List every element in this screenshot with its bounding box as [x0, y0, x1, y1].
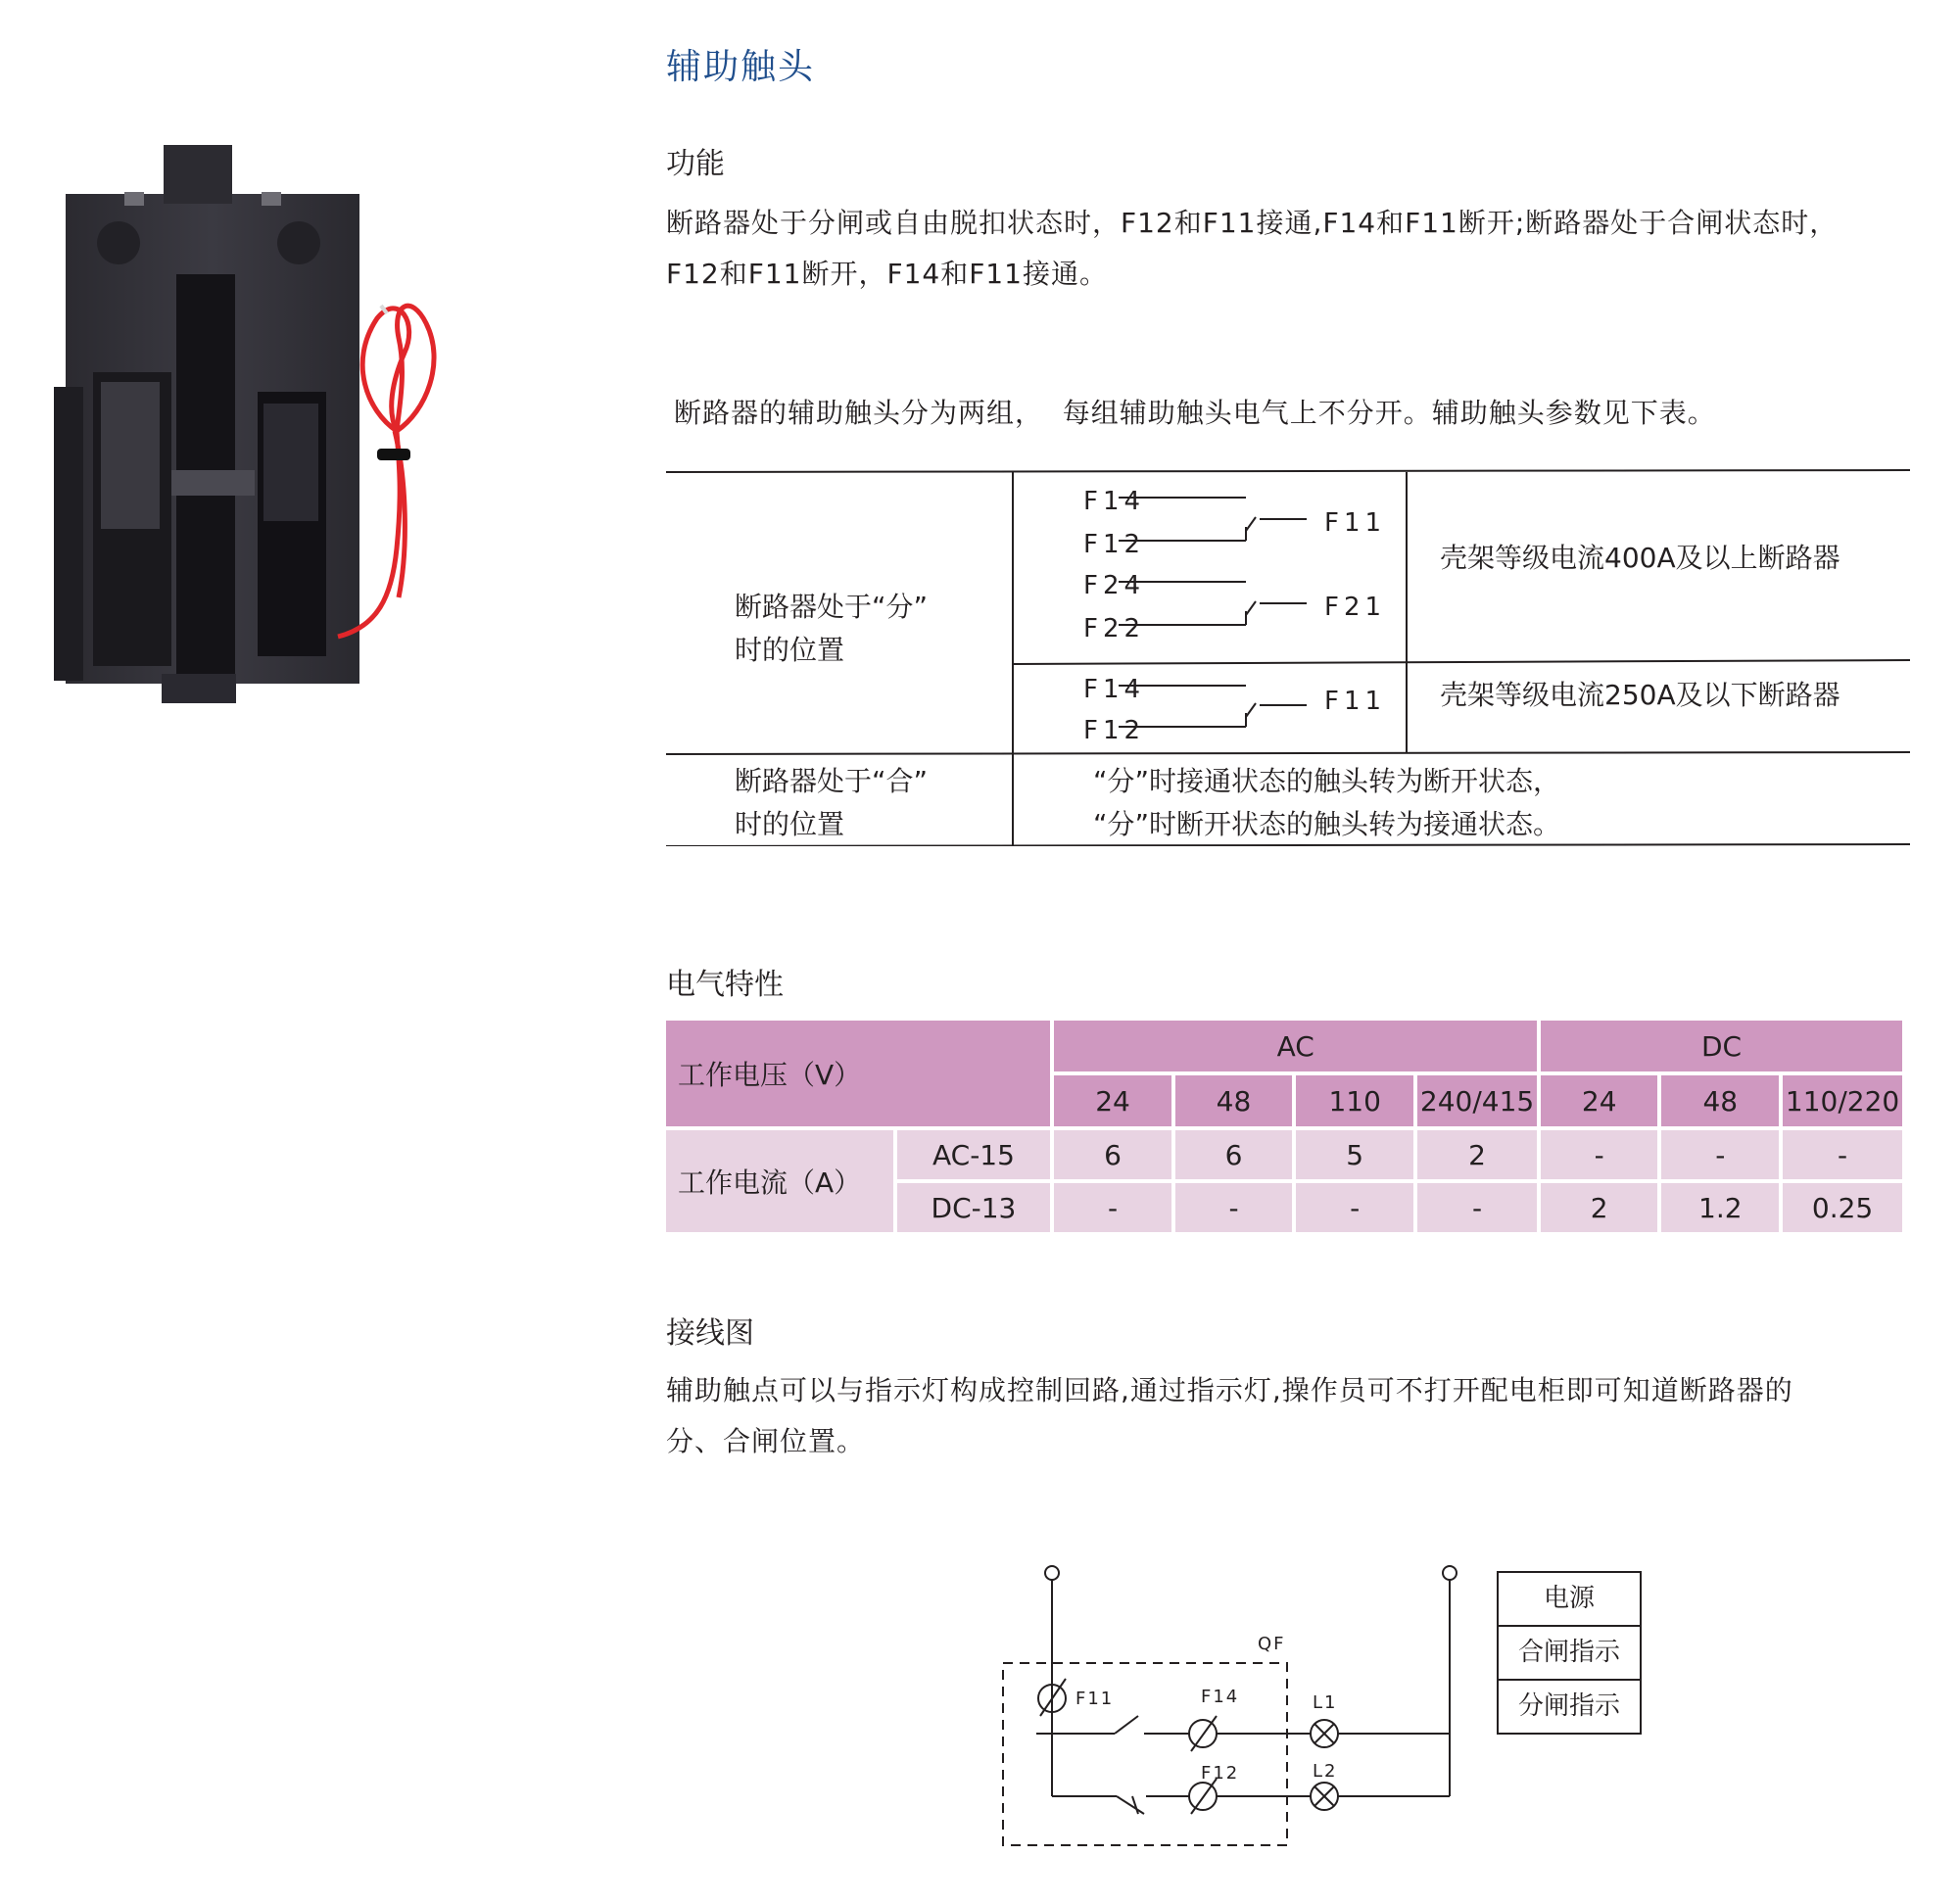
function-line-1: 断路器处于分闸或自由脱扣状态时，F12和F11接通,F14和F11断开;断路器处于合闸状态时，: [666, 207, 1839, 239]
ac-header: AC: [1054, 1021, 1537, 1071]
label-f14-250a: F14: [1083, 675, 1146, 704]
label-l2: L2: [1313, 1761, 1338, 1782]
frame-250a-label: 壳架等级电流250A及以下断路器: [1440, 679, 1840, 711]
legend-power: 电源: [1499, 1573, 1640, 1627]
contact-diagram-400a: [1119, 498, 1307, 625]
wiring-line-2: 分、合闸位置。: [666, 1425, 866, 1457]
value-cell: 2: [1541, 1183, 1657, 1232]
function-text: [666, 198, 1939, 300]
table-row: [666, 1130, 1902, 1179]
voltage-label: 工作电压（V）: [666, 1021, 1050, 1126]
label-f14: F14: [1083, 487, 1146, 516]
grouping-note: 断路器的辅助触头分为两组， 每组辅助触头电气上不分开。辅助触头参数见下表。: [674, 397, 1716, 429]
value-cell: -: [1417, 1183, 1537, 1232]
frame-400a-label: 壳架等级电流400A及以上断路器: [1440, 542, 1840, 574]
label-f12: F12: [1083, 530, 1146, 559]
wiring-legend: [1497, 1571, 1642, 1735]
terminal-right: [1443, 1566, 1457, 1580]
wiring-line-1: 辅助触点可以与指示灯构成控制回路,通过指示灯,操作员可不打开配电柜即可知道断路器的: [666, 1374, 1793, 1406]
value-cell: 0.25: [1783, 1183, 1902, 1232]
contact-table: [666, 468, 1910, 846]
contact-diagram-250a: [1119, 686, 1307, 727]
voltage-cell: 24: [1054, 1075, 1171, 1126]
value-cell: -: [1175, 1183, 1292, 1232]
row-open-label: [735, 586, 928, 672]
closed-desc-line-2: “分”时断开状态的触头转为接通状态。: [1093, 808, 1561, 840]
category-cell: AC-15: [897, 1130, 1051, 1179]
row-closed-line-2: 时的位置: [735, 808, 845, 840]
function-heading: 功能: [666, 147, 725, 181]
label-w-f14: F14: [1201, 1687, 1240, 1707]
value-cell: -: [1054, 1183, 1171, 1232]
function-line-2: F12和F11断开，F14和F11接通。: [666, 258, 1108, 290]
label-f22: F22: [1083, 614, 1146, 643]
page-title: 辅助触头: [666, 47, 816, 87]
value-cell: 6: [1054, 1130, 1171, 1179]
value-cell: -: [1783, 1130, 1902, 1179]
value-cell: 5: [1296, 1130, 1413, 1179]
label-f12-250a: F12: [1083, 716, 1146, 745]
dc-header: DC: [1541, 1021, 1902, 1071]
label-f24: F24: [1083, 571, 1146, 600]
value-cell: -: [1541, 1130, 1657, 1179]
label-f11: F11: [1324, 508, 1387, 538]
voltage-cell: 110: [1296, 1075, 1413, 1126]
product-photo: [54, 137, 504, 705]
value-cell: 6: [1175, 1130, 1292, 1179]
label-w-f11: F11: [1075, 1689, 1115, 1709]
terminal-left: [1045, 1566, 1059, 1580]
value-cell: 1.2: [1661, 1183, 1779, 1232]
voltage-cell: 240/415: [1417, 1075, 1537, 1126]
label-f21: F21: [1324, 593, 1387, 622]
qf-box: [1003, 1663, 1287, 1845]
electrical-heading: 电气特性: [666, 968, 784, 1002]
label-w-f12: F12: [1201, 1763, 1240, 1784]
value-cell: 2: [1417, 1130, 1537, 1179]
label-f11-250a: F11: [1324, 687, 1387, 716]
closed-desc-line-1: “分”时接通状态的触头转为断开状态，: [1093, 765, 1561, 797]
category-cell: DC-13: [897, 1183, 1051, 1232]
value-cell: -: [1661, 1130, 1779, 1179]
wiring-text: [666, 1365, 1939, 1467]
row-open-line-2: 时的位置: [735, 634, 845, 666]
closed-description: [1093, 760, 1560, 846]
voltage-cell: 110/220: [1783, 1075, 1902, 1126]
voltage-cell: 48: [1175, 1075, 1292, 1126]
electrical-table: [662, 1017, 1906, 1236]
voltage-cell: 24: [1541, 1075, 1657, 1126]
legend-closed-indicator: 合闸指示: [1499, 1627, 1640, 1681]
row-closed-label: [735, 760, 928, 846]
row-closed-line-1: 断路器处于“合”: [735, 765, 929, 797]
current-label: 工作电流（A）: [666, 1130, 893, 1232]
label-qf: QF: [1258, 1634, 1286, 1654]
voltage-cell: 48: [1661, 1075, 1779, 1126]
row-open-line-1: 断路器处于“分”: [735, 591, 929, 623]
wiring-heading: 接线图: [666, 1316, 754, 1351]
legend-open-indicator: 分闸指示: [1517, 1691, 1620, 1721]
value-cell: -: [1296, 1183, 1413, 1232]
label-l1: L1: [1313, 1692, 1338, 1713]
